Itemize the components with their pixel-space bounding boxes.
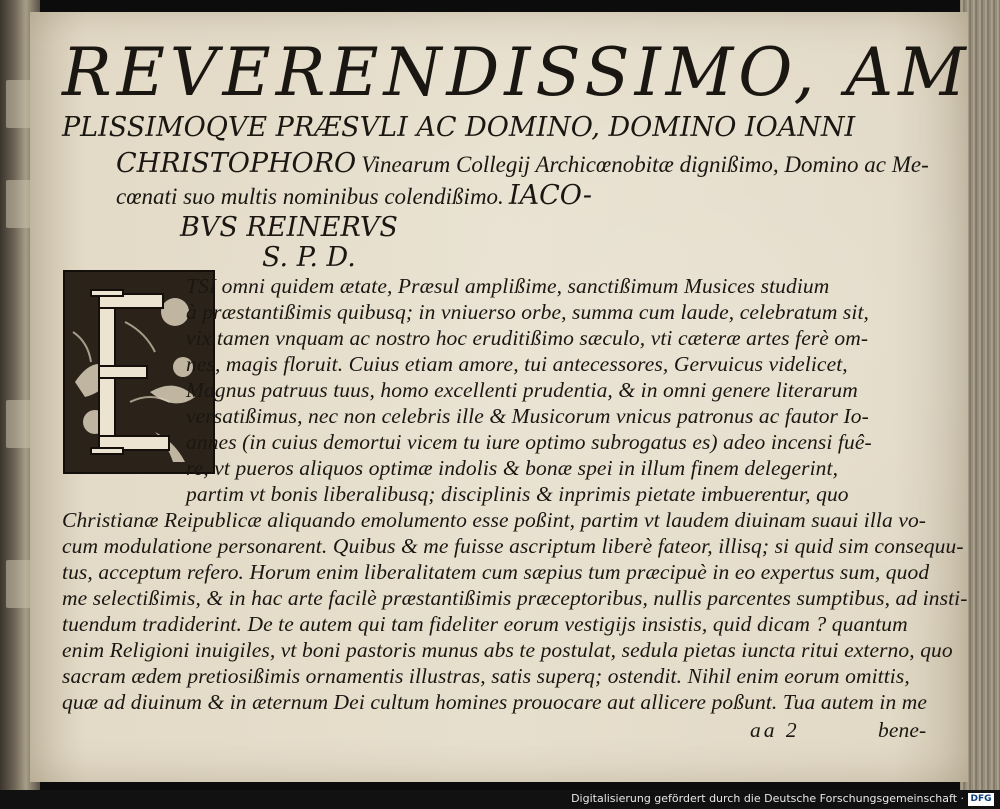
heading-line-2: PLISSIMOQVE PRÆSVLI AC DOMINO, DOMINO IOANNI [62,112,856,143]
heading-line-3 [116,148,929,179]
body-line: annes (in cuius demortui vicem tu iure optimo subrogatus es) adeo incensi fuê- [186,430,872,454]
heading-dedication-cont: cœnati suo multis nominibus colendißimo. [116,184,504,209]
body-line: quæ ad diuinum & in æternum Dei cultum homines prouocare aut allicere poßunt. Tua autem in me [62,690,928,714]
book-page [30,12,971,782]
body-line: cum modulatione personarent. Quibus & me fuisse ascriptum liberè fateor, illisq; si quid sim consequu- [62,534,964,558]
body-line: enim Religioni inuigiles, vt boni pastoris munus abs te postulat, sedula pietas iuncta ritui externo, quo [62,638,953,662]
heading-line-4 [116,180,592,211]
body-line: re, vt pueros aliquos optimæ indolis & bonæ spei in illum finem delegerint, [186,456,839,480]
digitization-banner [0,790,1000,809]
heading-dedication: Vinearum Collegij Archicœnobitæ dignißimo, Domino ac Me- [361,152,929,177]
dfg-logo-icon: DFG [968,793,994,806]
heading-author-name: BVS REINERVS [180,212,398,243]
body-line: me selectißimis, & in hac arte facilè præstantißimis præceptoribus, nullis parcentes sumptibus, ad insti- [62,586,968,610]
body-line: Christianæ Reipublicæ aliquando emolumento esse poßint, partim vt laudem diuinam suaui illa vo- [62,508,927,532]
binding-fragment [6,400,32,448]
body-line: tuendum tradiderint. De te autem qui tam fideliter eorum vestigijs insistis, quid dicam ? quantum [62,612,908,636]
body-line: vix tamen vnquam ac nostro hoc eruditißimo sæculo, vti cæteræ artes ferè om- [186,326,869,350]
body-line: Magnus patruus tuus, homo excellenti prudentia, & in omni genere literarum [186,378,858,402]
banner-text: Digitalisierung gefördert durch die Deutsche Forschungsgemeinschaft · [571,792,964,805]
salutation: S. P. D. [262,242,356,273]
heading-name-caps: CHRISTOPHORO [116,148,357,179]
heading-author-start: IACO- [508,180,592,211]
binding-fragment [6,80,32,128]
body-line: partim vt bonis liberalibusq; disciplinis & inprimis pietate imbuerentur, quo [186,482,849,506]
page-title: REVERENDISSIMO, AM [62,34,971,111]
binding-fragment [6,560,32,608]
body-line: versatißimus, nec non celebris ille & Musicorum vnicus patronus ac fautor Io- [186,404,869,428]
body-line: à præstantißimis quibusq; in vniuerso orbe, summa cum laude, celebratum sit, [186,300,870,324]
signature-mark: aa 2 [750,718,800,742]
binding-fragment [6,180,32,228]
body-line: nes, magis floruit. Cuius etiam amore, tui antecessores, Gervuicus videlicet, [186,352,848,376]
catchword: bene- [878,718,927,742]
body-line: tus, acceptum refero. Horum enim liberalitatem cum sæpius tum præcipuè in eo expertus sum, quod [62,560,930,584]
body-line: TSI omni quidem ætate, Præsul amplißime, sanctißimum Musices studium [186,274,830,298]
body-line: sacram ædem pretiosißimis ornamentis illustras, satis superq; ostendit. Nihil enim eorum omittis, [62,664,910,688]
